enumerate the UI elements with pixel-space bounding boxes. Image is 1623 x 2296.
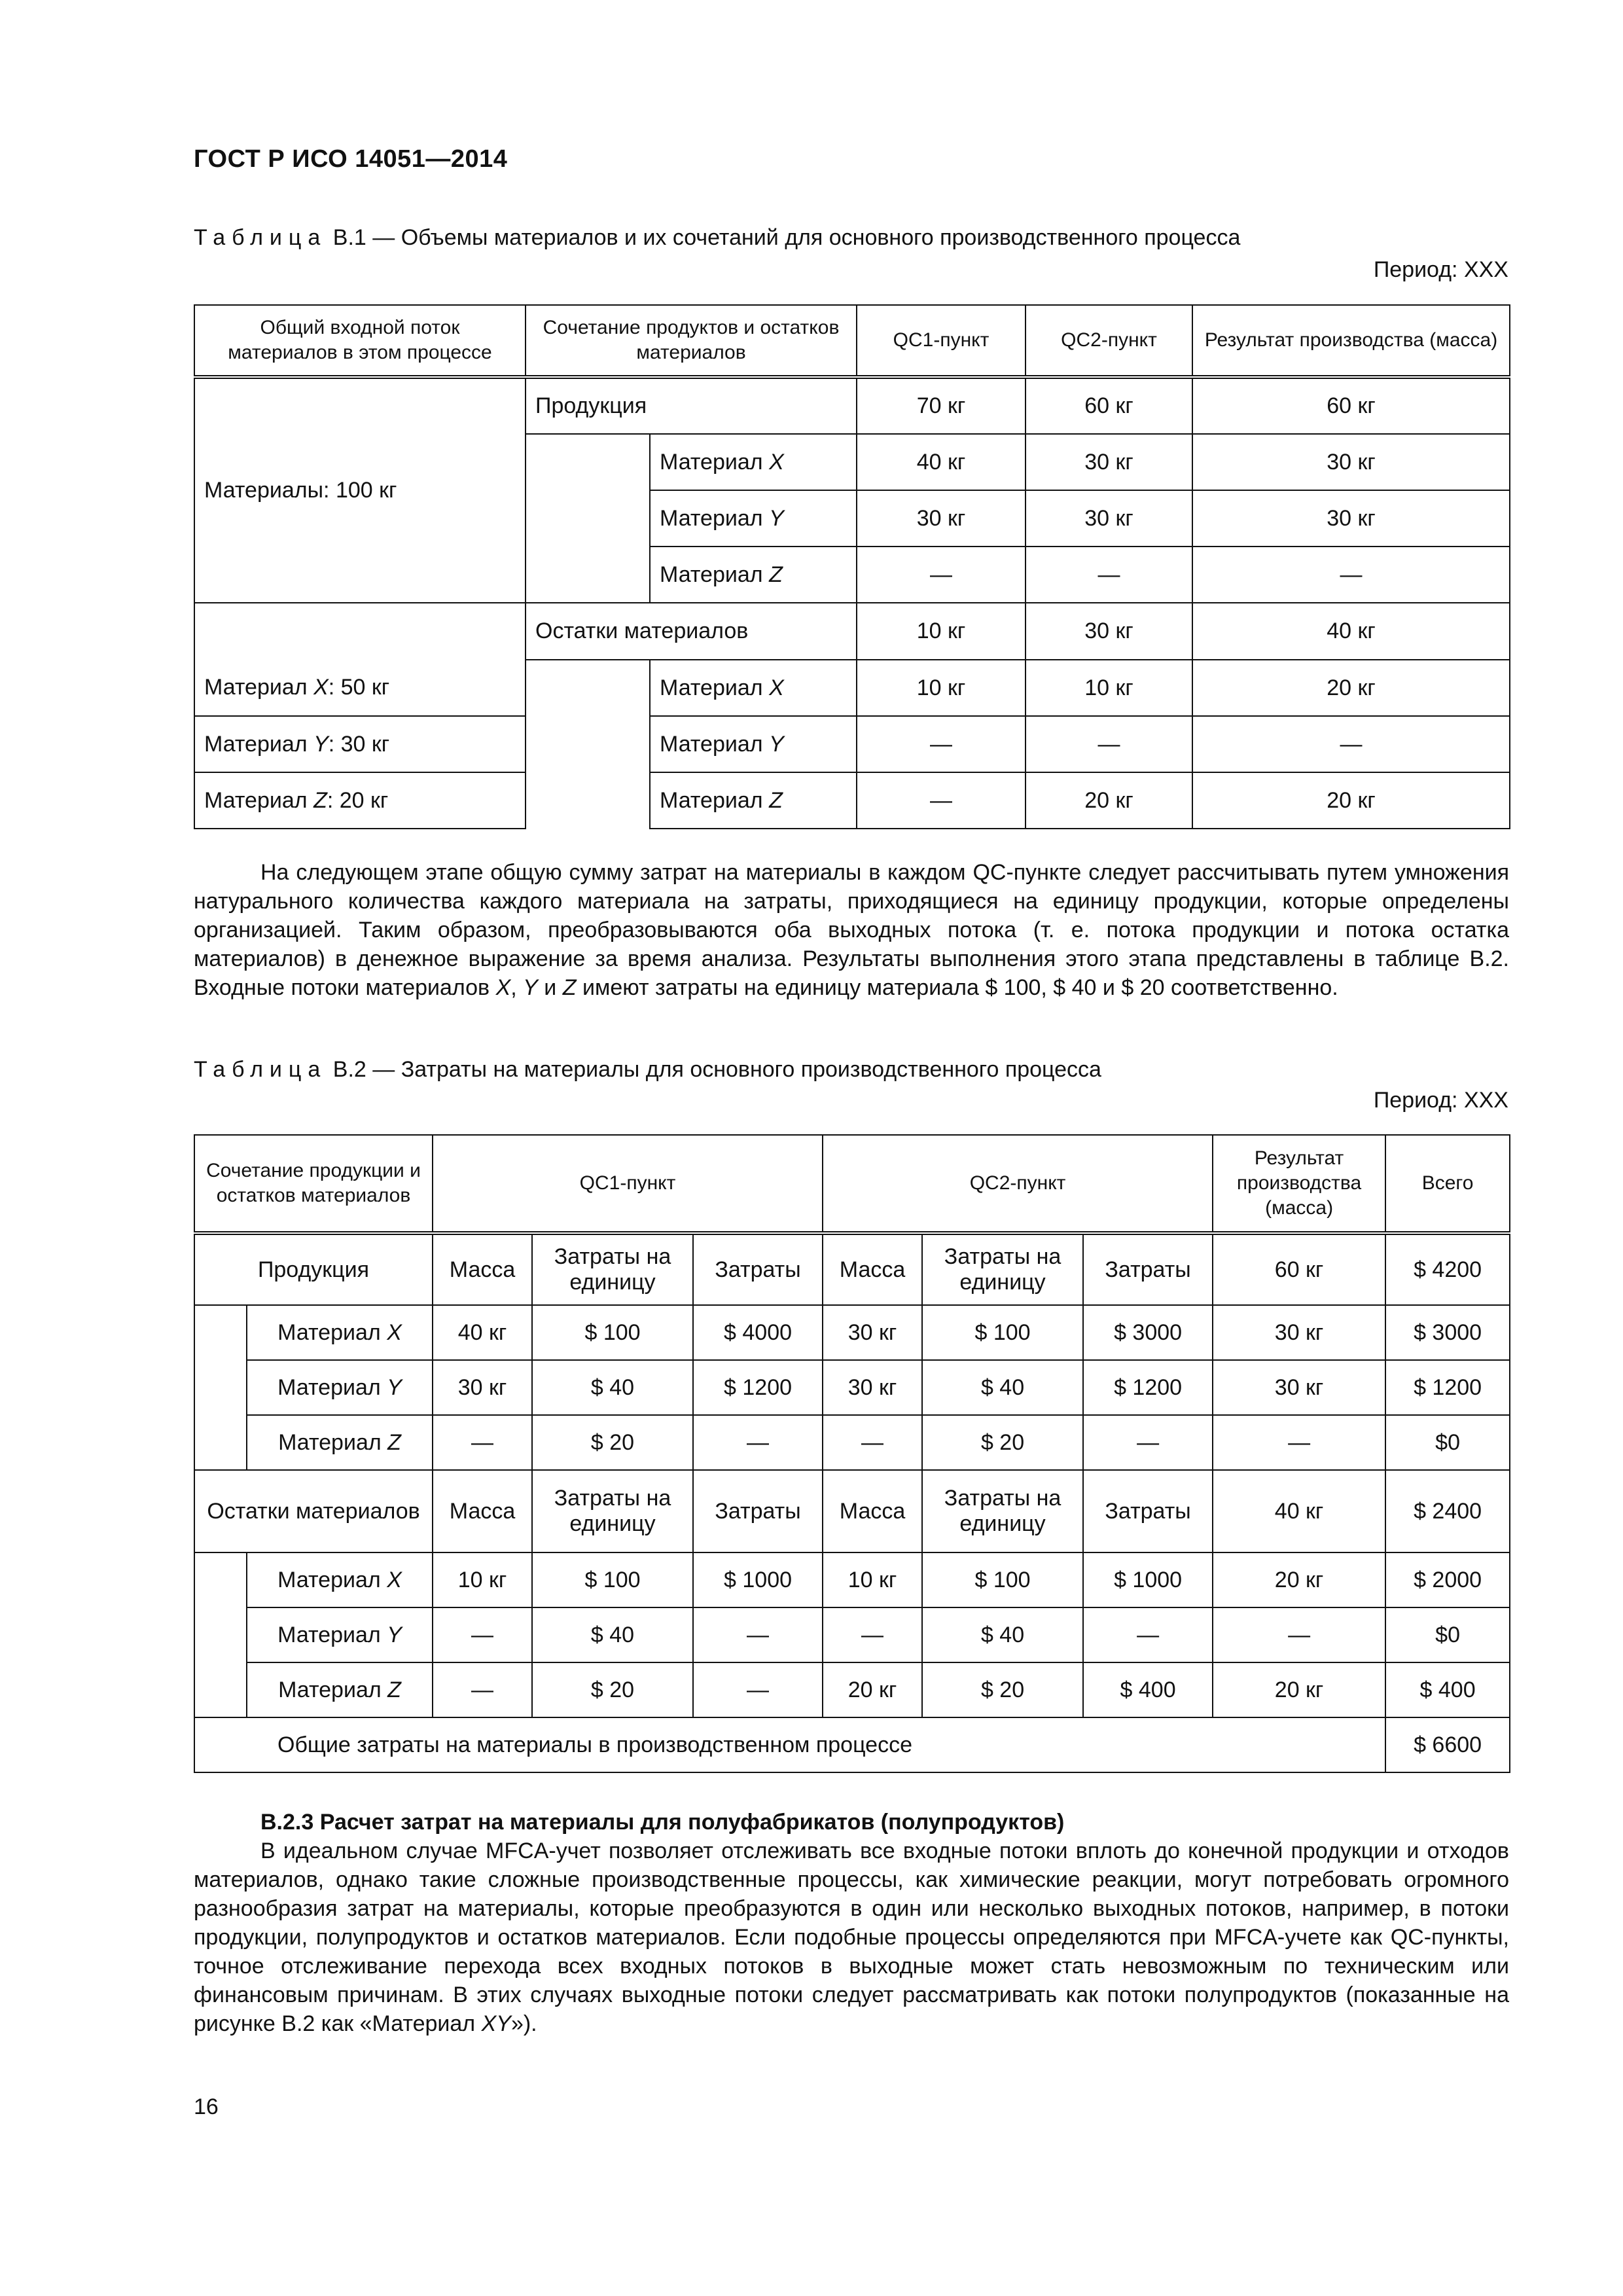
table1-input-y: Материал Y: 30 кг <box>194 716 526 772</box>
table-cell: 40 кг <box>1213 1470 1385 1552</box>
table-cell: $ 4000 <box>693 1305 823 1360</box>
table-cell: — <box>1192 547 1510 603</box>
table-cell: 10 кг <box>1026 660 1192 716</box>
table-row <box>194 1607 1510 1662</box>
page-number: 16 <box>194 2094 219 2119</box>
table2-caption-text: — Затраты на материалы для основного производственного процесса <box>366 1057 1101 1082</box>
table-cell: $ 400 <box>1083 1662 1213 1717</box>
table-cell: $ 4200 <box>1385 1233 1510 1305</box>
table1-caption-text: — Объемы материалов и их сочетаний для основного производственного процесса <box>366 225 1241 250</box>
table-row <box>194 772 1510 829</box>
table-cell: — <box>693 1607 823 1662</box>
table1-header-qc2: QC2-пункт <box>1026 305 1192 377</box>
variable-letter: X <box>769 449 784 475</box>
table-cell: — <box>1026 547 1192 603</box>
variable-letter: Z <box>562 975 577 1000</box>
table1-waste-y: Материал Y <box>650 716 857 772</box>
table-cell: 30 кг <box>1026 603 1192 660</box>
table2-product-y: Материал Y <box>247 1360 433 1415</box>
table2-caption-number: В.2 <box>332 1057 366 1082</box>
table-row <box>194 603 1510 660</box>
section-heading-text: В.2.3 Расчет затрат на материалы для полуфабрикатов (полупродуктов) <box>260 1810 1065 1835</box>
table-cell: 10 кг <box>433 1552 532 1607</box>
table-cell: $ 1000 <box>1083 1552 1213 1607</box>
table-cell: Масса <box>433 1470 532 1552</box>
table1-empty-cell <box>194 603 526 660</box>
table-row <box>194 1415 1510 1470</box>
table-row <box>194 660 1510 716</box>
table1-input-materials: Материалы: 100 кг <box>194 377 526 603</box>
table1-period: Период: XXX <box>1373 257 1508 282</box>
variable-letter: XY <box>481 2011 511 2036</box>
table2-header-result: Результат производства (масса) <box>1213 1135 1385 1233</box>
table-cell: $0 <box>1385 1415 1510 1470</box>
table-row <box>194 1470 1510 1552</box>
table-row <box>194 1552 1510 1607</box>
table1-caption <box>194 225 1240 251</box>
table-cell: — <box>823 1607 922 1662</box>
table-cell: 30 кг <box>823 1360 922 1415</box>
table-cell: Масса <box>823 1470 922 1552</box>
table-cell: 20 кг <box>1213 1552 1385 1607</box>
table2-waste-z: Материал Z <box>247 1662 433 1717</box>
table-cell: 60 кг <box>1213 1233 1385 1305</box>
section-heading <box>194 1808 1509 1837</box>
variable-letter: Y <box>769 505 784 531</box>
table-cell: $ 1200 <box>693 1360 823 1415</box>
variable-letter: X <box>387 1567 402 1592</box>
table1-product-x: Материал X <box>650 434 857 490</box>
table-cell: 20 кг <box>1192 772 1510 829</box>
table-row <box>194 1360 1510 1415</box>
table1-caption-prefix: Таблица <box>194 225 327 250</box>
table-cell: 30 кг <box>1192 490 1510 547</box>
variable-letter: X <box>769 675 784 700</box>
table1 <box>194 304 1510 829</box>
table1-input-z: Материал Z: 20 кг <box>194 772 526 829</box>
table-cell: $ 100 <box>532 1305 693 1360</box>
table-cell: 40 кг <box>433 1305 532 1360</box>
table-cell: 30 кг <box>823 1305 922 1360</box>
table1-waste-label: Остатки материалов <box>526 603 857 660</box>
table1-header-result: Результат производства (масса) <box>1192 305 1510 377</box>
table-cell: $ 100 <box>922 1552 1083 1607</box>
table2-header-qc1: QC1-пункт <box>433 1135 823 1233</box>
table-cell: $ 40 <box>922 1607 1083 1662</box>
variable-letter: Z <box>313 787 327 813</box>
table-cell: 70 кг <box>857 377 1026 434</box>
table1-indent-spacer <box>526 434 650 603</box>
section-body <box>194 1837 1509 2038</box>
table2-indent-spacer <box>194 1305 247 1470</box>
table-cell: 30 кг <box>1026 490 1192 547</box>
table-cell: — <box>1083 1415 1213 1470</box>
table-cell: 30 кг <box>1192 434 1510 490</box>
table-cell: 30 кг <box>1026 434 1192 490</box>
table-cell: $ 20 <box>922 1662 1083 1717</box>
variable-letter: Y <box>769 731 784 757</box>
table2-waste-x: Материал X <box>247 1552 433 1607</box>
variable-letter: X <box>495 975 511 1000</box>
table1-product-label: Продукция <box>526 377 857 434</box>
table-cell: $ 3000 <box>1083 1305 1213 1360</box>
table-cell: Затраты на единицу <box>922 1470 1083 1552</box>
variable-letter: Y <box>313 731 329 757</box>
table-cell: $0 <box>1385 1607 1510 1662</box>
table-cell: — <box>857 716 1026 772</box>
paragraph-1-text: На следующем этапе общую сумму затрат на материалы в каждом QC-пункте следует рассчитывать путем умножения натурального количества каждого материала на затраты, приходящиеся на единицу продукции, которые определены организацией. Таким образом, преобразовываются оба выходных потока (т. е. потока продукции и потока остатка материалов) в денежное выражение за время анализа. Результаты выполнения этого этапа представлены в таблице В.2. Входные потоки материалов X, Y и Z имеют затраты на единицу материала $ 100, $ 40 и $ 20 соответственно. <box>194 860 1509 1000</box>
table1-indent-spacer <box>526 660 650 829</box>
table-cell: Затраты <box>1083 1233 1213 1305</box>
table2-caption <box>194 1057 1101 1083</box>
table-cell: $ 1000 <box>693 1552 823 1607</box>
table-cell: 10 кг <box>857 603 1026 660</box>
table-cell: 40 кг <box>857 434 1026 490</box>
variable-letter: Z <box>769 787 783 813</box>
paragraph-1 <box>194 858 1509 1002</box>
table-cell: — <box>433 1415 532 1470</box>
table2-product-label: Продукция <box>194 1233 433 1305</box>
table2-period: Период: XXX <box>1373 1088 1508 1113</box>
table-cell: — <box>1213 1607 1385 1662</box>
table-cell: 60 кг <box>1026 377 1192 434</box>
table-cell: $ 3000 <box>1385 1305 1510 1360</box>
table-cell: Масса <box>433 1233 532 1305</box>
table2-waste-y: Материал Y <box>247 1607 433 1662</box>
table-cell: $ 100 <box>532 1552 693 1607</box>
table-cell: Масса <box>823 1233 922 1305</box>
table2-indent-spacer <box>194 1552 247 1717</box>
table2-header-combination: Сочетание продукции и остатков материалов <box>194 1135 433 1233</box>
variable-letter: Y <box>387 1374 402 1400</box>
table-cell: — <box>433 1662 532 1717</box>
table-cell: Затраты на единицу <box>922 1233 1083 1305</box>
table1-input-x: Материал X: 50 кг <box>194 660 526 716</box>
table1-header-row <box>194 305 1510 377</box>
table-cell: 10 кг <box>823 1552 922 1607</box>
variable-letter: X <box>387 1319 402 1345</box>
variable-letter: Z <box>387 1429 401 1455</box>
table2-product-x: Материал X <box>247 1305 433 1360</box>
table2-header-row <box>194 1135 1510 1233</box>
table-cell: — <box>693 1415 823 1470</box>
table-cell: 60 кг <box>1192 377 1510 434</box>
table-cell: Затраты на единицу <box>532 1470 693 1552</box>
variable-letter: X <box>313 675 329 700</box>
table-cell: $ 2000 <box>1385 1552 1510 1607</box>
table1-header-input: Общий входной поток материалов в этом процессе <box>194 305 526 377</box>
table-cell: — <box>857 547 1026 603</box>
table-cell: — <box>1083 1607 1213 1662</box>
table1-header-qc1: QC1-пункт <box>857 305 1026 377</box>
variable-letter: Z <box>769 562 783 587</box>
table-cell: $ 40 <box>532 1360 693 1415</box>
table-cell: Затраты <box>1083 1470 1213 1552</box>
table-cell: $ 1200 <box>1385 1360 1510 1415</box>
table-cell: 30 кг <box>1213 1360 1385 1415</box>
table-cell: 20 кг <box>1192 660 1510 716</box>
table1-caption-number: В.1 <box>332 225 366 250</box>
table-cell: $ 400 <box>1385 1662 1510 1717</box>
table-cell: $ 40 <box>532 1607 693 1662</box>
table2-product-z: Материал Z <box>247 1415 433 1470</box>
standard-header: ГОСТ Р ИСО 14051—2014 <box>194 145 508 173</box>
table-row <box>194 1305 1510 1360</box>
table-cell: Затраты <box>693 1470 823 1552</box>
table-row <box>194 1233 1510 1305</box>
table-cell: 30 кг <box>433 1360 532 1415</box>
table1-product-y: Материал Y <box>650 490 857 547</box>
table1-header-combination: Сочетание продуктов и остатков материалов <box>526 305 857 377</box>
table-cell: 10 кг <box>857 660 1026 716</box>
table-cell: $ 2400 <box>1385 1470 1510 1552</box>
table1-waste-x: Материал X <box>650 660 857 716</box>
table-cell: — <box>1026 716 1192 772</box>
variable-letter: Y <box>523 975 538 1000</box>
table-cell: $ 20 <box>922 1415 1083 1470</box>
table-cell: — <box>857 772 1026 829</box>
table-cell: $ 40 <box>922 1360 1083 1415</box>
table-cell: 40 кг <box>1192 603 1510 660</box>
table-cell: Затраты <box>693 1233 823 1305</box>
table2-header-total: Всего <box>1385 1135 1510 1233</box>
table-cell: $ 1200 <box>1083 1360 1213 1415</box>
table2-caption-prefix: Таблица <box>194 1057 327 1082</box>
table-row <box>194 716 1510 772</box>
table-cell: — <box>823 1415 922 1470</box>
section-body-text: В идеальном случае MFCA-учет позволяет отслеживать все входные потоки вплоть до конечной продукции и отходов материалов, однако такие сложные производственные процессы, как химические реакции, могут потребовать огромного разнообразия затрат на материалы, которые преобразуются в один или несколько выходных потоков, например, в потоки продукции, полупродуктов и остатков материалов. Если подобные процессы определяются при MFCA-учете как QC-пункты, точное отслеживание перехода всех входных потоков в выходные может стать невозможным по техническим или финансовым причинам. В этих случаях выходные потоки следует рассматривать как потоки полупродуктов (показанные на рисунке В.2 как «Материал XY»). <box>194 1839 1509 2036</box>
table2-waste-label: Остатки материалов <box>194 1470 433 1552</box>
variable-letter: Y <box>387 1622 402 1647</box>
table-cell: $ 100 <box>922 1305 1083 1360</box>
table1-product-z: Материал Z <box>650 547 857 603</box>
table-cell: Затраты на единицу <box>532 1233 693 1305</box>
table2-total-row <box>194 1717 1510 1772</box>
table-row <box>194 1662 1510 1717</box>
table-cell: $ 20 <box>532 1415 693 1470</box>
table-cell: — <box>1192 716 1510 772</box>
variable-letter: Z <box>387 1677 401 1702</box>
table-cell: $ 20 <box>532 1662 693 1717</box>
table-cell: 20 кг <box>823 1662 922 1717</box>
table2-total-label: Общие затраты на материалы в производственном процессе <box>194 1717 1385 1772</box>
table-cell: — <box>1213 1415 1385 1470</box>
table-cell: 30 кг <box>857 490 1026 547</box>
table-row <box>194 377 1510 434</box>
table-cell: 20 кг <box>1213 1662 1385 1717</box>
table-cell: — <box>433 1607 532 1662</box>
table2-header-qc2: QC2-пункт <box>823 1135 1213 1233</box>
table2 <box>194 1134 1510 1773</box>
table-cell: 30 кг <box>1213 1305 1385 1360</box>
table-cell: 20 кг <box>1026 772 1192 829</box>
table2-total-value: $ 6600 <box>1385 1717 1510 1772</box>
table-cell: — <box>693 1662 823 1717</box>
table1-waste-z: Материал Z <box>650 772 857 829</box>
